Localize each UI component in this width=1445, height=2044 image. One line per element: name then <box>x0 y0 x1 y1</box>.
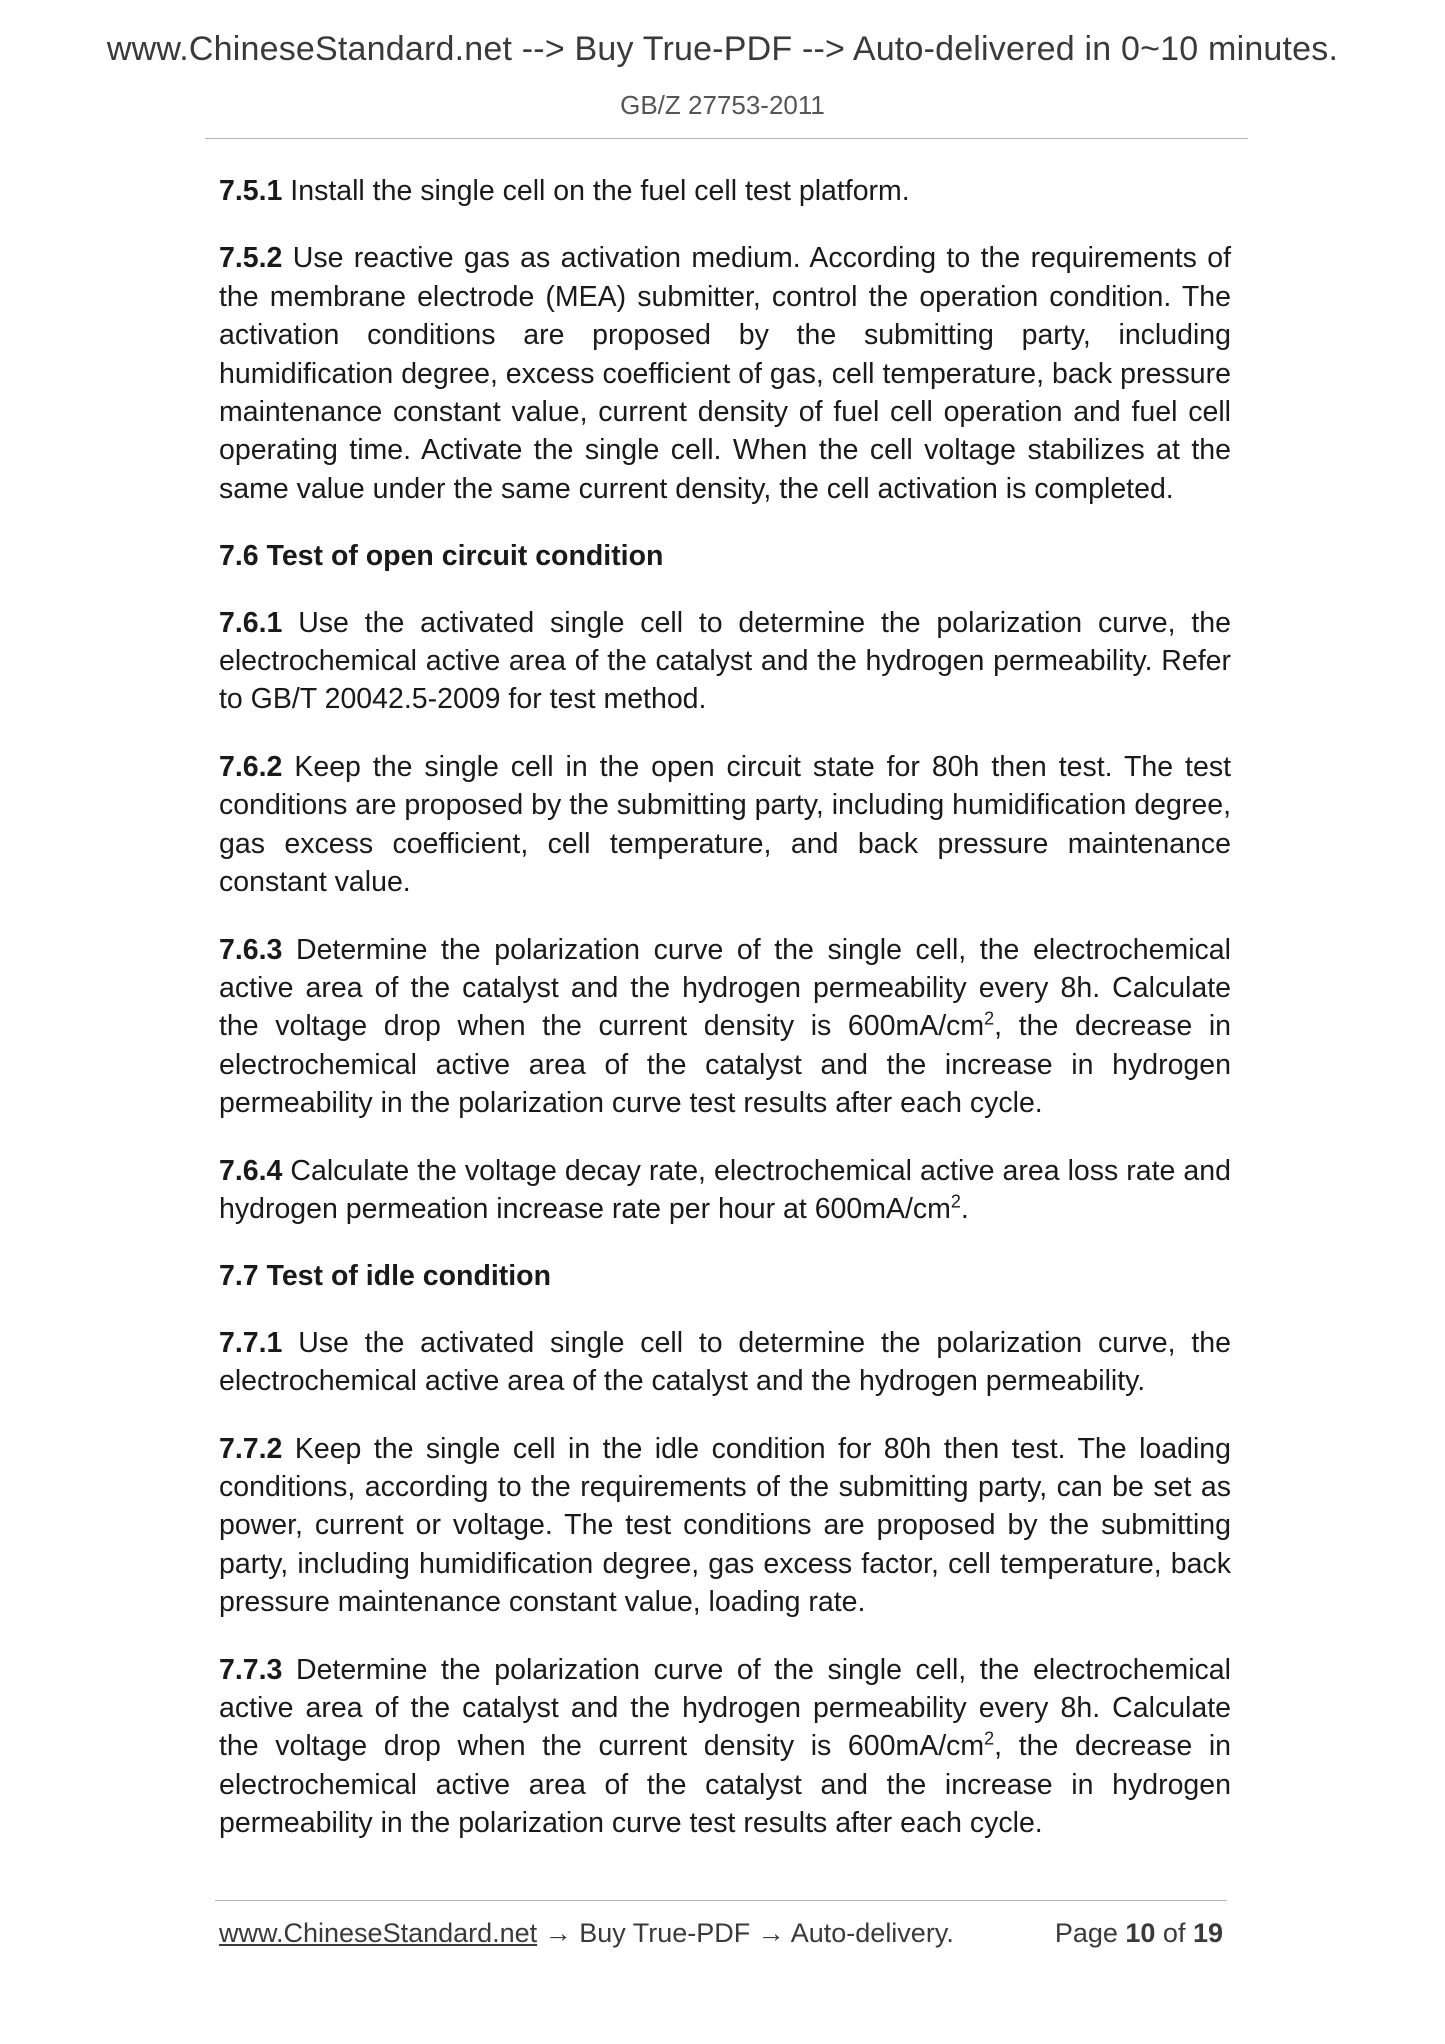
document-code: GB/Z 27753-2011 <box>620 90 825 120</box>
clause-number: 7.7.1 <box>219 1326 283 1359</box>
clause-text: Use the activated single cell to determine the polarization curve, the electrochemical active area of the catalyst and the hydrogen permeability. Refer to GB/T 20042.5-2009 for test method. <box>219 606 1231 716</box>
clause-7-6-2 <box>219 748 1231 902</box>
total-pages: 19 <box>1192 1918 1223 1948</box>
superscript: 2 <box>984 1008 995 1029</box>
page-content <box>219 172 1231 1872</box>
clause-7-7-3 <box>219 1651 1231 1843</box>
footer-divider <box>215 1900 1227 1901</box>
section-heading-7-6: 7.6 Test of open circuit condition <box>219 540 664 573</box>
page-number: 10 <box>1125 1918 1156 1948</box>
page-label: Page <box>1054 1918 1126 1948</box>
clause-text: Determine the polarization curve of the single cell, the electrochemical active area of the catalyst and the hydrogen permeability every 8h. Calculate the voltage drop when the current density is 600mA/cm <box>219 933 1231 1043</box>
clause-number: 7.6.3 <box>219 933 283 966</box>
footer-left <box>219 1918 954 1949</box>
clause-7-5-1 <box>219 172 1231 210</box>
clause-text: Keep the single cell in the idle condition for 80h then test. The loading conditions, according to the requirements of the submitting party, can be set as power, current or voltage. The test conditions are proposed by the submitting party, including humidification degree, gas excess factor, cell temperature, back pressure maintenance constant value, loading rate. <box>219 1432 1231 1619</box>
clause-number: 7.6.1 <box>219 606 283 639</box>
superscript: 2 <box>950 1191 961 1212</box>
clause-7-6-4 <box>219 1152 1231 1229</box>
clause-number: 7.5.2 <box>219 242 283 275</box>
clause-7-7-2 <box>219 1430 1231 1622</box>
of-label: of <box>1155 1918 1193 1948</box>
clause-text-continued: . <box>960 1192 969 1225</box>
clause-text: Use reactive gas as activation medium. According to the requirements of the membrane electrode (MEA) submitter, control the operation condition. The activation conditions are proposed by the submitting party, including humidification degree, excess coefficient of gas, cell temperature, back pressure maintenance constant value, current density of fuel cell operation and fuel cell operating time. Activate the single cell. When the cell voltage stabilizes at the same value under the same current density, the cell activation is completed. <box>219 242 1231 505</box>
section-heading-7-7: 7.7 Test of idle condition <box>219 1260 551 1293</box>
clause-text: Install the single cell on the fuel cell test platform. <box>282 175 910 207</box>
clause-text: Keep the single cell in the open circuit state for 80h then test. The test conditions are proposed by the submitting party, including humidification degree, gas excess coefficient, cell temperature, and back pressure maintenance constant value. <box>219 750 1231 899</box>
clause-7-7-1 <box>219 1324 1231 1401</box>
clause-text: Calculate the voltage decay rate, electrochemical active area loss rate and hydrogen permeation increase rate per hour at 600mA/cm <box>219 1154 1231 1225</box>
clause-text-continued: , the decrease in electrochemical active area of the catalyst and the increase in hydrogen permeability in the polarization curve test results after each cycle. <box>219 1010 1232 1120</box>
clause-number: 7.7.3 <box>219 1653 283 1686</box>
clause-text-continued: , the decrease in electrochemical active area of the catalyst and the increase in hydrogen permeability in the polarization curve test results after each cycle. <box>219 1730 1232 1840</box>
footer-website-link[interactable]: www.ChineseStandard.net <box>219 1918 538 1948</box>
header-divider <box>205 138 1248 139</box>
clause-number: 7.6.4 <box>219 1154 283 1187</box>
clause-number: 7.5.1 <box>219 175 283 207</box>
clause-7-6-3 <box>219 931 1231 1123</box>
page-indicator <box>1055 1918 1223 1949</box>
clause-7-6-1 <box>219 604 1231 719</box>
clause-text: Use the activated single cell to determine the polarization curve, the electrochemical active area of the catalyst and the hydrogen permeability. <box>219 1326 1231 1398</box>
top-banner: www.ChineseStandard.net --> Buy True-PDF --> Auto-delivered in 0~10 minutes. <box>106 30 1339 68</box>
clause-number: 7.7.2 <box>219 1432 283 1465</box>
superscript: 2 <box>984 1728 995 1749</box>
clause-7-5-2 <box>219 239 1231 508</box>
footer-tagline: → Buy True-PDF → Auto-delivery. <box>537 1918 954 1948</box>
clause-text: Determine the polarization curve of the single cell, the electrochemical active area of the catalyst and the hydrogen permeability every 8h. Calculate the voltage drop when the current density is 600mA/cm <box>219 1653 1231 1763</box>
clause-number: 7.6.2 <box>219 750 283 783</box>
